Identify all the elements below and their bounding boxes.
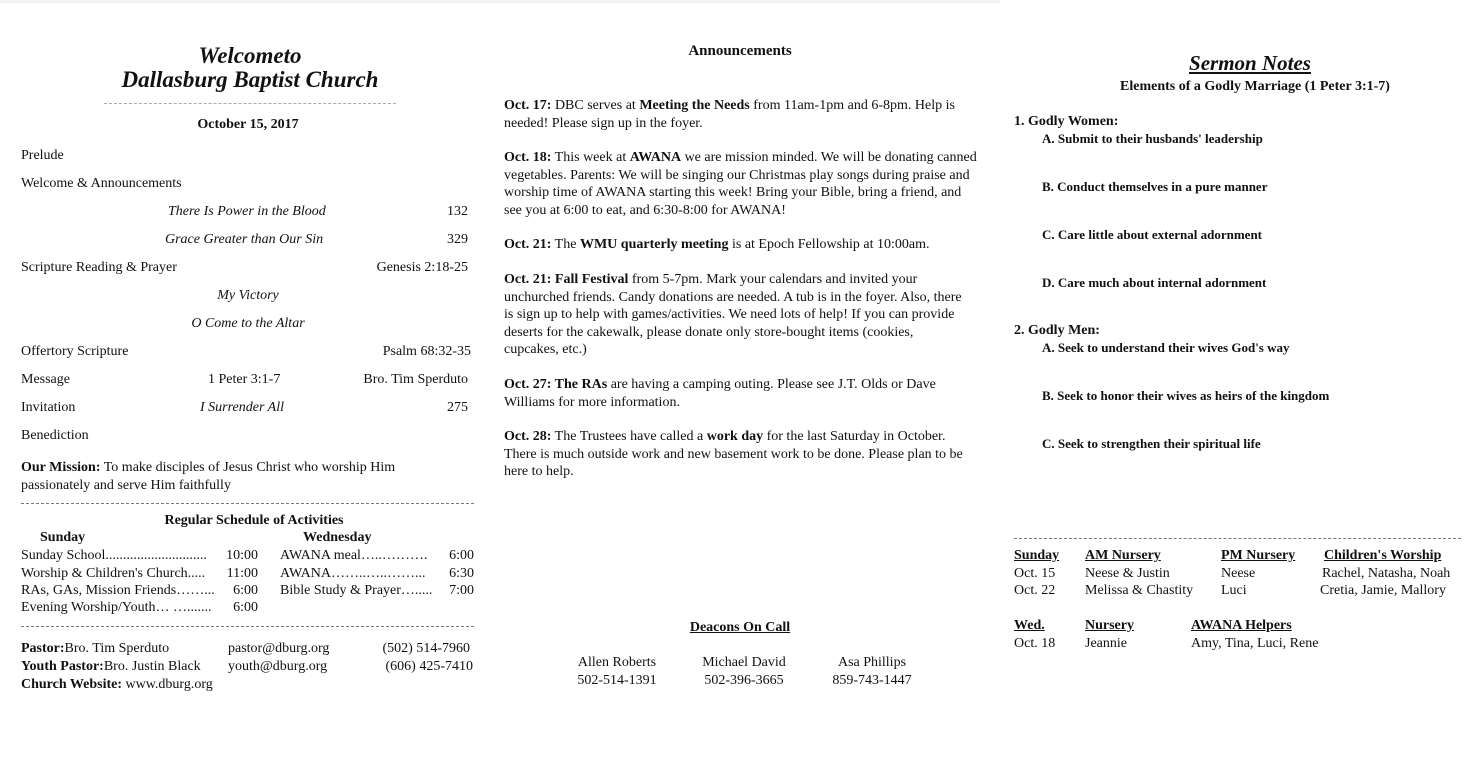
wednesday-item-time: 7:00 (449, 583, 474, 598)
nursery-header-am: AM Nursery (1085, 548, 1161, 563)
schedule-title: Regular Schedule of Activities (164, 513, 344, 528)
sermon-point: A. Seek to understand their wives God's way (1042, 340, 1290, 355)
welcome-title-line1: Welcometo (198, 43, 302, 68)
sunday-item-time: 6:00 (233, 583, 258, 598)
pastor-line (21, 641, 169, 657)
sermon-point: C. Seek to strengthen their spiritual life (1042, 436, 1261, 451)
hymn-2-number: 329 (447, 232, 468, 247)
order-offertory: Offertory Scripture (21, 344, 129, 359)
announcement-text: for the last Saturday in October. There is much outside work and new basement work to be done. Please plan to be here to help. (504, 429, 963, 479)
nursery-divider (1014, 538, 1461, 539)
nursery-date: Oct. 15 (1014, 566, 1056, 581)
sermon-notes-title: Sermon Notes (1189, 51, 1311, 75)
pastor-label: Pastor: (21, 641, 65, 656)
wednesday-item-name: AWANA……..…..……... (280, 566, 426, 581)
hymn-1-title: There Is Power in the Blood (168, 204, 326, 219)
offertory-reference: Psalm 68:32-35 (382, 344, 471, 359)
hymn-1-number: 132 (447, 204, 468, 219)
announcement-date: Oct. 27: The RAs (504, 377, 608, 392)
announcement-text: DBC serves at (551, 98, 640, 113)
nursery-header-children: Children's Worship (1324, 548, 1442, 563)
deacon-name: Asa Phillips (837, 655, 907, 670)
announcement-date: Oct. 17: (504, 98, 552, 113)
youth-pastor-label: Youth Pastor: (21, 659, 104, 674)
hymn-2-title: Grace Greater than Our Sin (165, 232, 324, 247)
schedule-sunday-heading: Sunday (40, 530, 86, 545)
order-welcome: Welcome & Announcements (21, 176, 182, 191)
announcement-text: is at Epoch Fellowship at 10:00am. (728, 237, 930, 252)
nursery-am: Neese & Justin (1085, 566, 1170, 581)
deacon-phone: 502-514-1391 (577, 673, 657, 688)
sunday-item-time: 10:00 (226, 548, 258, 563)
announcement-item (504, 97, 969, 132)
invitation-song: I Surrender All (200, 400, 284, 415)
announcement-item (504, 376, 979, 411)
mission-statement (21, 459, 461, 494)
nursery-am: Melissa & Chastity (1085, 583, 1194, 598)
nursery-children: Rachel, Natasha, Noah (1322, 566, 1451, 581)
wednesday-item-time: 6:30 (449, 566, 474, 581)
pastor-email[interactable]: pastor@dburg.org (228, 641, 330, 656)
song-my-victory: My Victory (217, 288, 279, 303)
announcement-highlight: Meeting the Needs (639, 98, 750, 113)
announcement-highlight: WMU quarterly meeting (579, 237, 729, 252)
song-come-to-altar: O Come to the Altar (191, 316, 305, 331)
wed-awana-helpers: Amy, Tina, Luci, Rene (1191, 636, 1319, 651)
mission-label: Our Mission: (21, 460, 101, 475)
invitation-number: 275 (447, 400, 468, 415)
wednesday-item-time: 6:00 (449, 548, 474, 563)
sermon-point: B. Seek to honor their wives as heirs of the kingdom (1042, 388, 1330, 403)
youth-pastor-name: Bro. Justin Black (103, 659, 201, 674)
mission-text: To make disciples of Jesus Christ who worship Him passionately and serve Him faithfully (21, 460, 396, 493)
website-line (21, 677, 213, 693)
schedule-wednesday-heading: Wednesday (303, 530, 372, 545)
godly-women-heading: 1. Godly Women: (1014, 114, 1119, 129)
announcement-date: Oct. 28: (504, 429, 552, 444)
announcement-date: Oct. 21: Fall Festival (504, 272, 629, 287)
youth-pastor-line (21, 659, 201, 675)
scripture-reference: Genesis 2:18-25 (376, 260, 468, 275)
announcement-date: Oct. 21: (504, 237, 552, 252)
announcement-highlight: work day (706, 429, 764, 444)
sermon-point: D. Care much about internal adornment (1042, 275, 1267, 290)
schedule-divider (21, 626, 474, 627)
announcement-text: we are mission minded. We will be donating canned vegetables. Parents: We will be singing our Christmas play songs during praise and worship time of AWANA starting this week! Bring your Bible, bring a friend, and see you at 6:00 to eat, and 6:30-8:00 for AWANA! (504, 150, 977, 218)
announcement-item (504, 271, 969, 359)
announcement-highlight: AWANA (629, 150, 682, 165)
sunday-item-name: Sunday School............................. (21, 548, 207, 563)
order-invitation: Invitation (21, 400, 76, 415)
wed-nursery: Jeannie (1085, 636, 1127, 651)
website-label: Church Website: (21, 677, 122, 692)
announcement-text: from 11am-1pm and 6-8pm. Help is needed! Please sign up in the foyer. (504, 98, 955, 131)
deacon-phone: 502-396-3665 (704, 673, 784, 688)
announcement-item (504, 428, 969, 481)
youth-pastor-email[interactable]: youth@dburg.org (228, 659, 328, 674)
sunday-item-time: 11:00 (226, 566, 258, 581)
nursery-header-wed: Wed. (1014, 618, 1045, 633)
sunday-item-name: Worship & Children's Church..... (21, 566, 206, 581)
announcement-item (504, 236, 974, 254)
order-scripture-reading: Scripture Reading & Prayer (21, 260, 177, 275)
sermon-point: B. Conduct themselves in a pure manner (1042, 179, 1268, 194)
order-benediction: Benediction (21, 428, 89, 443)
order-message: Message (21, 372, 70, 387)
wednesday-item-name: AWANA meal…..………. (280, 548, 428, 563)
nursery-header-nursery: Nursery (1085, 618, 1134, 633)
sermon-subtitle: Elements of a Godly Marriage (1 Peter 3:1-7) (1120, 79, 1390, 94)
title-divider (104, 103, 396, 104)
nursery-date: Oct. 22 (1014, 583, 1056, 598)
message-speaker: Bro. Tim Sperduto (363, 372, 468, 387)
pastor-phone: (502) 514-7960 (382, 641, 470, 656)
nursery-header-pm: PM Nursery (1221, 548, 1296, 563)
nursery-pm: Luci (1221, 583, 1247, 598)
announcements-title: Announcements (688, 43, 792, 59)
deacons-title: Deacons On Call (689, 620, 791, 635)
nursery-header-awana: AWANA Helpers (1191, 618, 1292, 633)
youth-pastor-phone: (606) 425-7410 (385, 659, 473, 674)
church-website-link[interactable]: www.dburg.org (125, 677, 213, 692)
sunday-item-name: RAs, GAs, Mission Friends……... (21, 583, 215, 598)
nursery-pm: Neese (1221, 566, 1256, 581)
sunday-item-name: Evening Worship/Youth… …....... (21, 600, 212, 615)
nursery-header-sunday: Sunday (1014, 548, 1060, 563)
sermon-point: A. Submit to their husbands' leadership (1042, 131, 1263, 146)
nursery-children: Cretia, Jamie, Mallory (1320, 583, 1446, 598)
announcement-text: The Trustees have called a (551, 429, 707, 444)
message-reference: 1 Peter 3:1-7 (208, 372, 281, 387)
godly-men-heading: 2. Godly Men: (1014, 323, 1100, 338)
announcement-date: Oct. 18: (504, 150, 552, 165)
wed-date: Oct. 18 (1014, 636, 1056, 651)
order-prelude: Prelude (21, 148, 64, 163)
pastor-name: Bro. Tim Sperduto (64, 641, 170, 656)
service-date: October 15, 2017 (197, 117, 299, 132)
deacon-name: Allen Roberts (577, 655, 657, 670)
deacon-phone: 859-743-1447 (832, 673, 912, 688)
announcement-text: This week at (551, 150, 630, 165)
top-shade (0, 0, 1000, 3)
deacon-name: Michael David (702, 655, 786, 670)
church-name-title: Dallasburg Baptist Church (121, 67, 379, 92)
announcement-text: from 5-7pm. Mark your calendars and invited your unchurched friends. Candy donations are needed. A tub is in the foyer. Also, there is sign up to help with games/activities. We need lots of help! If you can provide deserts for the cakewalk, please donate only store-bought items (cookies, cupcakes, etc.) (504, 272, 962, 357)
wednesday-item-name: Bible Study & Prayer…..... (280, 583, 433, 598)
announcement-item (504, 149, 979, 219)
announcement-text: are having a camping outing. Please see J.T. Olds or Dave Williams for more information. (504, 377, 936, 410)
sunday-item-time: 6:00 (233, 600, 258, 615)
mission-divider (21, 503, 474, 504)
announcement-text: The (551, 237, 580, 252)
sermon-point: C. Care little about external adornment (1042, 227, 1263, 242)
